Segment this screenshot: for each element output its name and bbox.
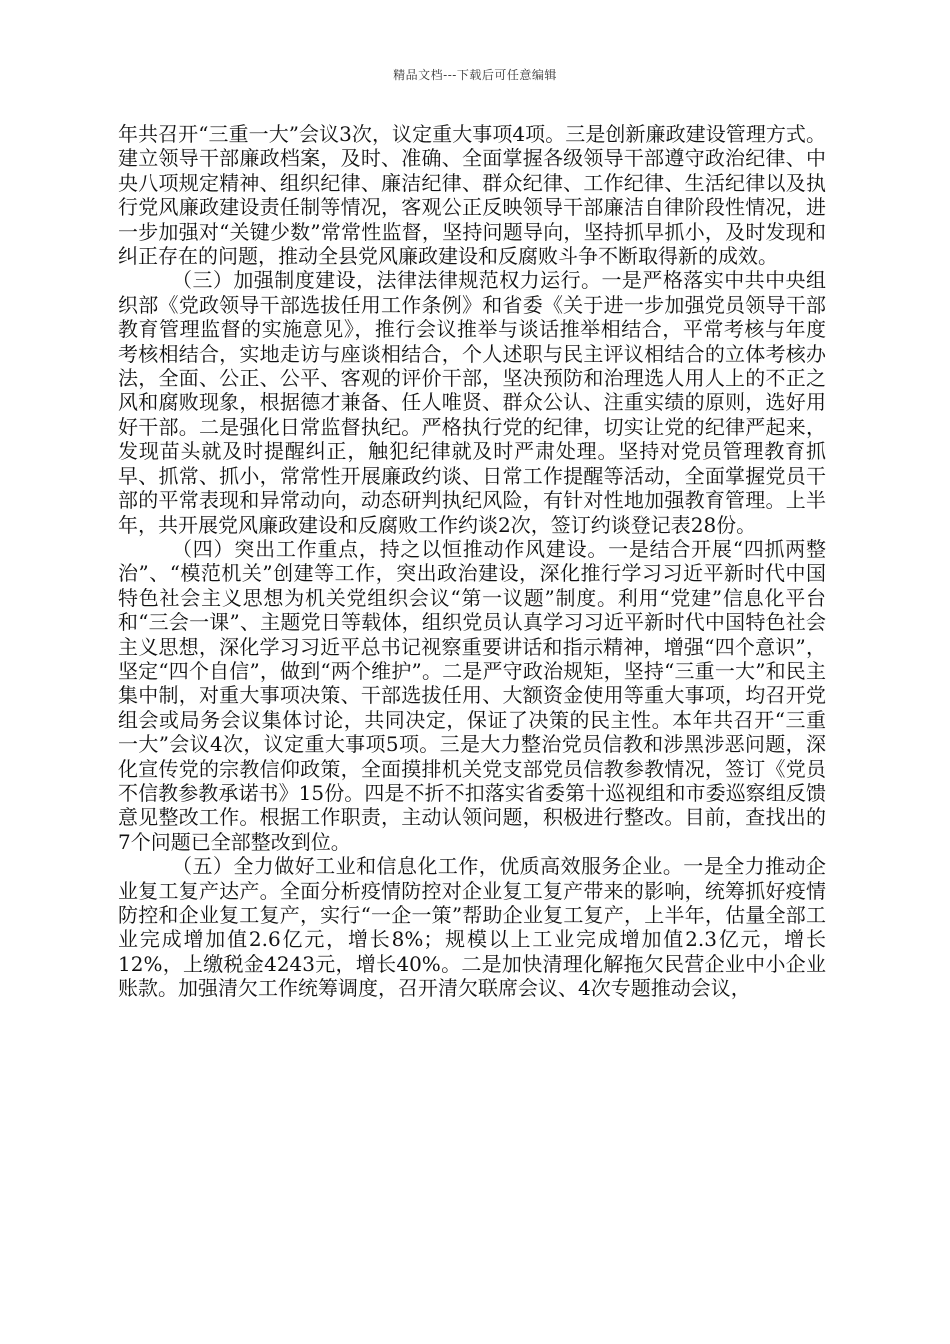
paragraph-section-5: （五）全力做好工业和信息化工作，优质高效服务企业。一是全力推动企业复工复产达产。全面分析疫情防控对企业复工复产带来的影响，统筹抓好疫情防控和企业复工复产，实行“一企一策”帮助企业复工复产，上半年，估量全部工业完成增加值2.6亿元，增长8%；规模以上工业完成增加值2.3亿元，增长12%，上缴税金4243元，增长40%。二是加快清理化解拖欠民营企业中小企业账款。加强清欠工作统筹调度，召开清欠联席会议、4次专题推动会议，: [118, 854, 826, 1001]
paragraph-section-4: （四）突出工作重点，持之以恒推动作风建设。一是结合开展“四抓两整治”、“模范机关”创建等工作，突出政治建设，深化推行学习习近平新时代中国特色社会主义思想为机关党组织会议“第一议题”制度。利用“党建”信息化平台和“三会一课”、主题党日等载体，组织党员认真学习习近平新时代中国特色社会主义思想，深化学习习近平总书记视察重要讲话和指示精神，增强“四个意识”，坚定“四个自信”，做到“两个维护”。二是严守政治规矩，坚持“三重一大”和民主集中制，对重大事项决策、干部选拔任用、大额资金使用等重大事项，均召开党组会或局务会议集体讨论，共同决定，保证了决策的民主性。本年共召开“三重一大”会议4次，议定重大事项5项。三是大力整治党员信教和涉黑涉恶问题，深化宣传党的宗教信仰政策，全面摸排机关党支部党员信教参教情况，签订《党员不信教参教承诺书》15份。四是不折不扣落实省委第十巡视组和市委巡察组反馈意见整改工作。根据工作职责，主动认领问题，积极进行整改。目前，查找出的7个问题已全部整改到位。: [118, 536, 826, 854]
paragraph-continuation: 年共召开“三重一大”会议3次，议定重大事项4项。三是创新廉政建设管理方式。建立领导干部廉政档案，及时、准确、全面掌握各级领导干部遵守政治纪律、中央八项规定精神、组织纪律、廉洁纪律、群众纪律、工作纪律、生活纪律以及执行党风廉政建设责任制等情况，客观公正反映领导干部廉洁自律阶段性情况，进一步加强对“关键少数”常常性监督，坚持问题导向，坚持抓早抓小，及时发现和纠正存在的问题，推动全县党风廉政建设和反腐败斗争不断取得新的成效。: [118, 122, 826, 269]
page-header: 精品文档---下载后可任意编辑: [393, 68, 557, 82]
document-body: [118, 122, 826, 1001]
paragraph-section-3: （三）加强制度建设，法律法律规范权力运行。一是严格落实中共中央组织部《党政领导干部选拔任用工作条例》和省委《关于进一步加强党员领导干部教育管理监督的实施意见》，推行会议推举与谈话推举相结合，平常考核与年度考核相结合，实地走访与座谈相结合，个人述职与民主评议相结合的立体考核办法，全面、公正、公平、客观的评价干部，坚决预防和治理选人用人上的不正之风和腐败现象，根据德才兼备、任人唯贤、群众公认、注重实绩的原则，选好用好干部。二是强化日常监督执纪。严格执行党的纪律，切实让党的纪律严起来，发现苗头就及时提醒纠正，触犯纪律就及时严肃处理。坚持对党员管理教育抓早、抓常、抓小，常常性开展廉政约谈、日常工作提醒等活动，全面掌握党员干部的平常表现和异常动向，动态研判执纪风险，有针对性地加强教育管理。上半年，共开展党风廉政建设和反腐败工作约谈2次，签订约谈登记表28份。: [118, 268, 826, 537]
